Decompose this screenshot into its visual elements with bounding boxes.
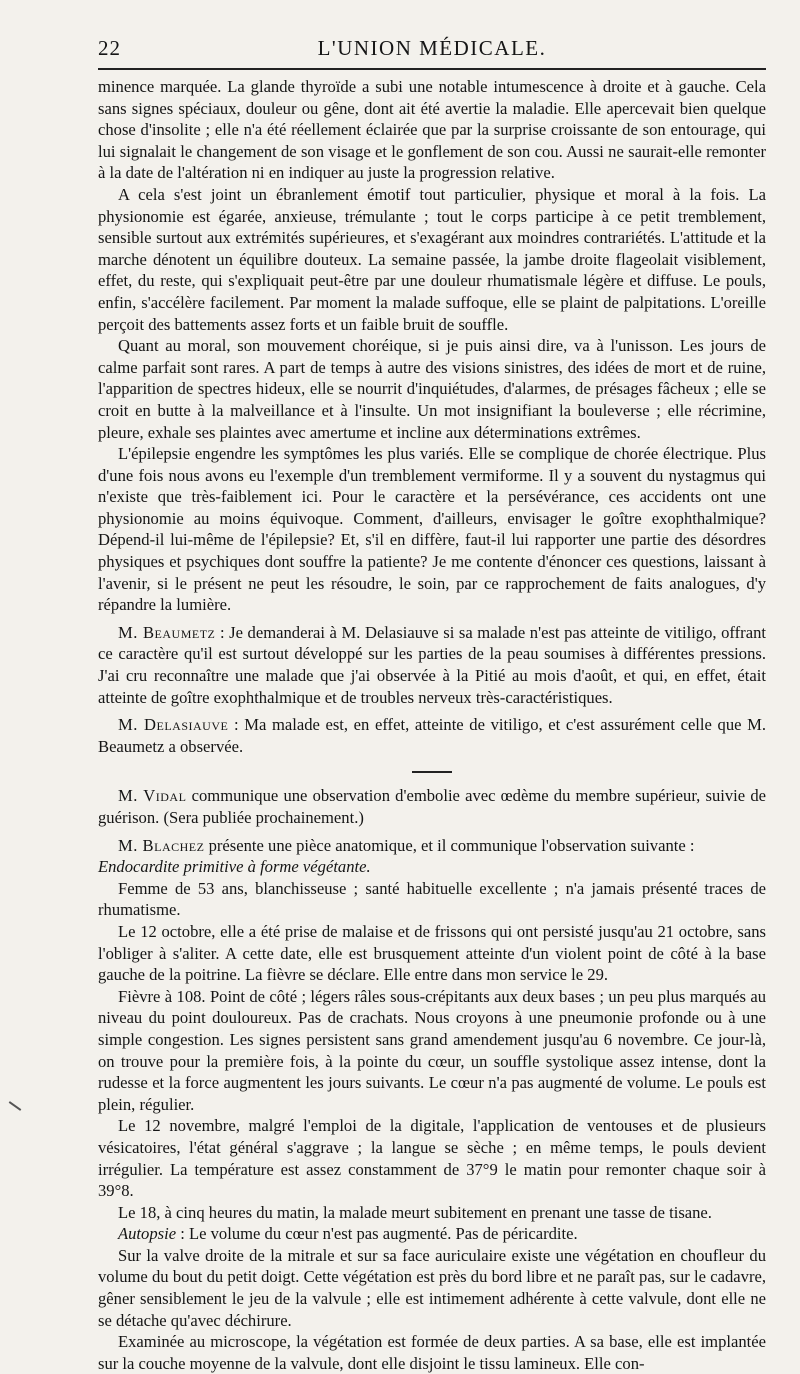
margin-mark xyxy=(9,1101,22,1111)
paragraph-blachez-communication xyxy=(98,835,766,857)
paragraph-patient-history: Femme de 53 ans, blanchisseuse ; santé habituelle excellente ; n'a jamais présenté traces de rhumatisme. xyxy=(98,878,766,920)
paragraph-delasiauve-reply xyxy=(98,714,766,757)
paragraph-mitral-vegetation: Sur la valve droite de la mitrale et sur sa face auriculaire existe une végétation en choufleur du volume du bout du petit doigt. Cette végétation est près du bord libre et ne paraît pas, sur le cadavre, gêner sensiblement le jeu de la valvule ; elle est intimement adhérente à cette valvule, dont elle ne se détache qu'avec déchirure. xyxy=(98,1245,766,1330)
speaker-name: M. Beaumetz xyxy=(118,622,216,642)
observation-title: Endocardite primitive à forme végétante. xyxy=(98,857,371,877)
speaker-text: présente une pièce anatomique, et il communique l'observation suivante : xyxy=(204,835,695,855)
speaker-text: communique une observation d'embolie avec œdème du membre supérieur, suivie de guérison. (Sera publiée prochainement.) xyxy=(98,786,766,827)
paragraph-fever-signs: Fièvre à 108. Point de côté ; légers râles sous-crépitants aux deux bases ; un peu plus marqués au niveau du point douloureux. Pas de crachats. Nous croyons à une pneumonie profonde ou à une simple congestion. Les signes persistent sans grand amendement jusqu'au 6 novembre. Ce jour-là, on trouve pour la première fois, à la pointe du cœur, un souffle systolique assez intense, dont la rudesse et la force augmentent les jours suivants. Le cœur n'a pas augmenté de volume. Le pouls est plein, régulier. xyxy=(98,986,766,1114)
paragraph-goitre-description: minence marquée. La glande thyroïde a subi une notable intumescence à droite et à gauche. Cela sans signes spéciaux, douleur ou gêne, dont ait été avertie la maladie. Elle apercevait bien quelque chose d'insolite ; elle n'a été réellement éclairée que par la surprise croissante de son entourage, qui lui signalait le changement de son visage et le gonflement de son cou. Aussi ne saurait-elle remonter à la date de l'altération ni en indiquer au juste la progression relative. xyxy=(98,77,766,183)
paragraph-beaumetz-remark xyxy=(98,622,766,708)
autopsy-label: Autopsie xyxy=(118,1224,177,1244)
running-title: L'UNION MÉDICALE. xyxy=(317,36,547,60)
speaker-text: : Je demanderai à M. Delasiauve si sa malade n'est pas atteinte de vitiligo, offrant ce caractère qu'il est surtout développé sur les parties de la peau soumises à différentes pressions. J'ai cru reconnaître une malade que j'ai observée à la Pitié au mois d'août, et qui, en effet, était atteinte de goître exophthalmique et de troubles nerveux très-caractéristiques. xyxy=(98,622,766,707)
page-number: 22 xyxy=(98,36,121,60)
paragraph-autopsy xyxy=(98,1223,766,1245)
paragraph-death: Le 18, à cinq heures du matin, la malade meurt subitement en prenant une tasse de tisane. xyxy=(118,1202,712,1222)
article-body xyxy=(98,76,766,1374)
paragraph-moral-state: Quant au moral, son mouvement choréique, si je puis ainsi dire, va à l'unisson. Les jours de calme parfait sont rares. A part de temps à autre des visions sinistres, des idées de mort et de ruine, l'apparition de spectres hideux, elle se nourrit d'inquiétudes, d'alarmes, de présages fâcheux ; elle se croit en butte à la malveillance et à l'insulte. Un mot insignifiant la bouleverse ; elle récrimine, pleure, exhale ses plaintes avec amertume et incline aux déterminations extrêmes. xyxy=(98,336,766,442)
paragraph-epilepsy-symptoms: L'épilepsie engendre les symptômes les plus variés. Elle se complique de chorée électrique. Plus d'une fois nous avons eu l'exemple d'un tremblement vermiforme. Il y a souvent du nystagmus qui n'existe que très-faiblement ici. Pour le caractère et la persévérance, ces accidents ont une physionomie au moins équivoque. Comment, d'ailleurs, envisager le goître exophthalmique? Dépend-il lui-même de l'épilepsie? Et, s'il en diffère, faut-il lui rapporter une partie des désordres physiques et psychiques dont souffre la patiente? Je me contente d'énoncer ces questions, laissant à l'avenir, si le présent ne peut les résoudre, le soin, par ce rapprochement de faits analogues, d'y répandre la lumière. xyxy=(98,444,766,615)
section-separator xyxy=(412,771,452,773)
paragraph-emotional-tremor: A cela s'est joint un ébranlement émotif tout particulier, physique et moral à la fois. La physionomie est égarée, anxieuse, trémulante ; tout le corps participe à ce petit tremblement, sensible surtout aux extrémités supérieures, et s'exagérant aux moindres contrariétés. L'attitude et la marche dénotent un équilibre douteux. La semaine passée, la jambe droite flageolait visiblement, effet, du reste, qui s'expliquait peut-être par une douleur rhumatismale légère et diffuse. Le pouls, enfin, s'accélère facilement. Par moment la malade suffoque, elle se plaint de palpitations. L'oreille perçoit des battements assez forts et un faible bruit de souffle. xyxy=(98,184,766,334)
speaker-name: M. Delasiauve xyxy=(118,715,229,735)
speaker-text: : Ma malade est, en effet, atteinte de vitiligo, et c'est assurément celle que M. Beaumetz a observée. xyxy=(98,715,767,756)
speaker-name: M. Blachez xyxy=(118,835,205,855)
paragraph-microscope: Examinée au microscope, la végétation est formée de deux parties. A sa base, elle est implantée sur la couche moyenne de la valvule, dont elle disjoint le tissu lamineux. Elle con- xyxy=(98,1332,766,1373)
paragraph-november-12: Le 12 novembre, malgré l'emploi de la digitale, l'application de ventouses et de plusieurs vésicatoires, l'état général s'aggrave ; la langue se sèche ; en même temps, le pouls devient irrégulier. La température est assez constamment de 37°9 le matin pour remonter chaque soir à 39°8. xyxy=(98,1116,766,1201)
speaker-name: M. Vidal xyxy=(118,786,187,806)
page-header xyxy=(98,36,766,70)
autopsy-text: : Le volume du cœur n'est pas augmenté. Pas de péricardite. xyxy=(176,1224,578,1244)
paragraph-vidal-communication xyxy=(98,785,766,828)
paragraph-onset: Le 12 octobre, elle a été prise de malaise et de frissons qui ont persisté jusqu'au 21 octobre, sans l'obliger à s'aliter. A cette date, elle est brusquement atteinte d'un violent point de côté à la base gauche de la poitrine. La fièvre se déclare. Elle entre dans mon service le 29. xyxy=(98,921,766,985)
